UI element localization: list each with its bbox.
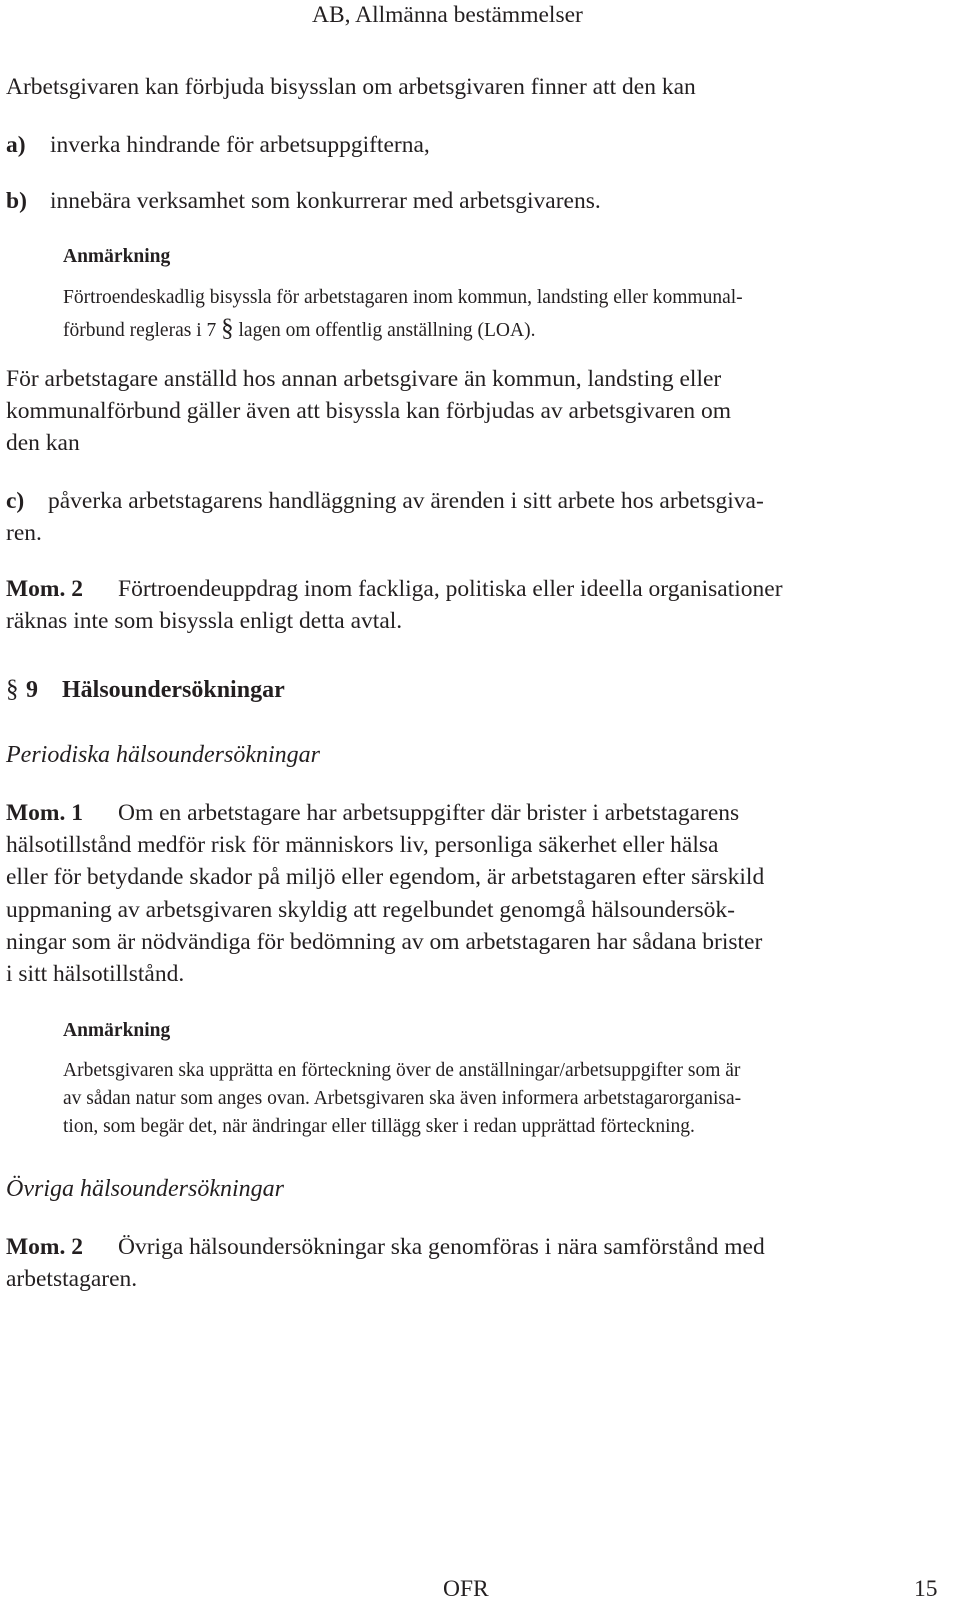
list-item-b (6, 188, 601, 215)
list-item-text: påverka arbetstagarens handläggning av ärenden i sitt arbete hos arbetsgiva- (48, 488, 764, 514)
note-heading: Anmärkning (63, 246, 171, 267)
mom-paragraph (6, 1234, 765, 1261)
mom-paragraph-line: arbetstagaren. (6, 1266, 138, 1292)
note-line (63, 315, 535, 343)
paragraph-line: För arbetstagare anställd hos annan arbetsgivare än kommun, landsting eller (6, 366, 722, 392)
mom-paragraph-line: räknas inte som bisyssla enligt detta avtal. (6, 608, 403, 634)
page-header-title: AB, Allmänna bestämmelser (312, 2, 583, 28)
mom-paragraph-line: eller för betydande skador på miljö eller egendom, är arbetstagaren efter särskild (6, 864, 765, 890)
subsection-heading: Periodiska hälsoundersökningar (6, 742, 320, 768)
list-item-a (6, 132, 430, 159)
note-line: Arbetsgivaren ska upprätta en förteckning över de anställningar/arbetsuppgifter som är (63, 1060, 741, 1081)
mom-text: Förtroendeuppdrag inom fackliga, politiska eller ideella organisationer (118, 576, 783, 602)
mom-label: Mom. 1 (6, 800, 84, 826)
section-heading (6, 676, 285, 704)
mom-label: Mom. 2 (6, 576, 84, 602)
mom-paragraph (6, 576, 783, 603)
mom-paragraph-line: ningar som är nödvändiga för bedömning av om arbetstagaren har sådana brister (6, 929, 763, 955)
note-text: lagen om offentlig anställning (LOA). (238, 320, 536, 341)
list-item-label: c) (6, 488, 25, 514)
mom-paragraph (6, 800, 739, 827)
note-text: förbund regleras i 7 (63, 320, 217, 341)
list-item-continuation: ren. (6, 520, 42, 546)
list-item-c (6, 488, 764, 515)
paragraph-line: kommunalförbund gäller även att bisyssla kan förbjudas av arbetsgivaren om (6, 398, 732, 424)
list-item-label: b) (6, 188, 27, 214)
list-item-label: a) (6, 132, 26, 158)
mom-paragraph-line: uppmaning av arbetsgivaren skyldig att regelbundet genomgå hälsoundersök- (6, 897, 735, 923)
subsection-heading: Övriga hälsoundersökningar (6, 1176, 284, 1202)
footer-label: OFR (443, 1576, 489, 1602)
mom-paragraph-line: i sitt hälsotillstånd. (6, 961, 185, 987)
list-item-text: inverka hindrande för arbetsuppgifterna, (50, 132, 430, 158)
section-symbol: § (6, 676, 19, 703)
paragraph-line: den kan (6, 430, 80, 456)
section-title: Hälsoundersökningar (62, 677, 285, 703)
mom-text: Om en arbetstagare har arbetsuppgifter där brister i arbetstagarens (118, 800, 740, 826)
mom-label: Mom. 2 (6, 1234, 84, 1260)
section-number: 9 (26, 677, 38, 703)
list-item-text: innebära verksamhet som konkurrerar med arbetsgivarens. (50, 188, 601, 214)
page-number: 15 (914, 1576, 938, 1602)
intro-paragraph: Arbetsgivaren kan förbjuda bisysslan om arbetsgivaren finner att den kan (6, 74, 696, 100)
note-line: tion, som begär det, när ändringar eller tillägg sker i redan upprättad förteckning. (63, 1116, 695, 1137)
note-line: Förtroendeskadlig bisyssla för arbetstagaren inom kommun, landsting eller kommunal- (63, 287, 743, 308)
mom-text: Övriga hälsoundersökningar ska genomföras i nära samförstånd med (118, 1234, 765, 1260)
note-heading: Anmärkning (63, 1020, 171, 1041)
note-line: av sådan natur som anges ovan. Arbetsgivaren ska även informera arbetstagarorganisa- (63, 1088, 742, 1109)
mom-paragraph-line: hälsotillstånd medför risk för människors liv, personliga säkerhet eller hälsa (6, 832, 719, 858)
section-symbol: § (221, 315, 234, 342)
